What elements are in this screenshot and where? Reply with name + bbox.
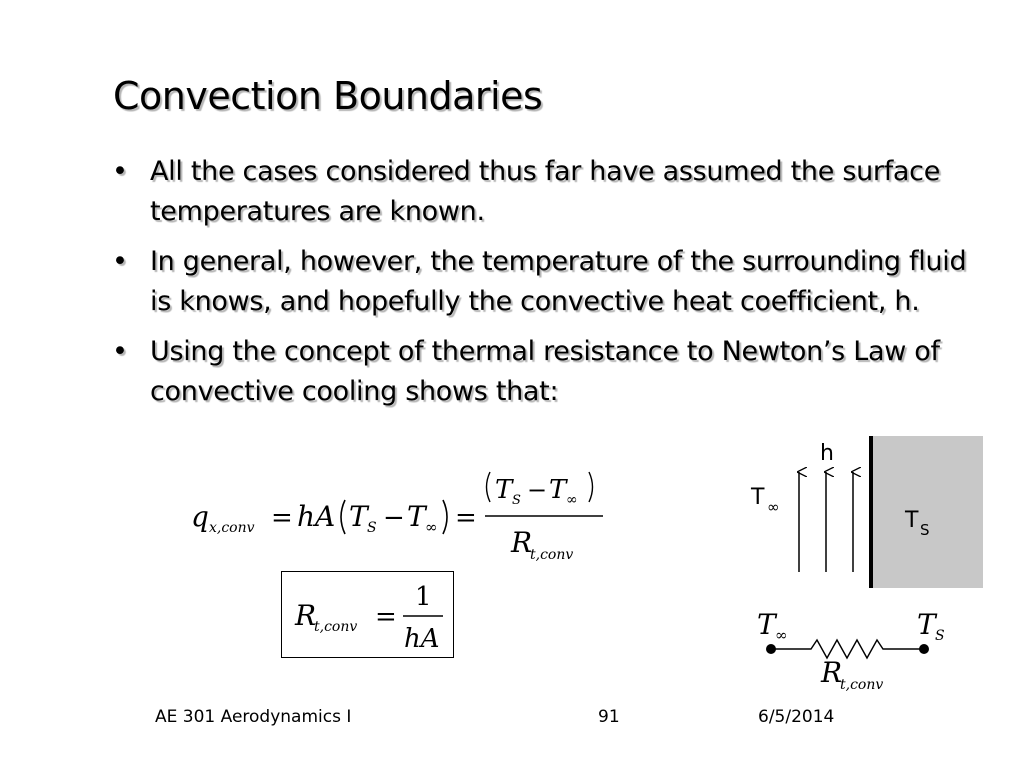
footer-page-number: 91: [598, 707, 620, 727]
eq1-left-paren: [341, 500, 345, 534]
eq1-minus: −: [383, 503, 405, 533]
eq1-sub-inf: ∞: [425, 518, 438, 536]
bullet-text: All the cases considered thus far have assumed the surface temperatures are known.: [150, 156, 941, 227]
eq1-equals-2: =: [455, 503, 477, 533]
eq1-q: q: [191, 500, 209, 533]
eq1-q-subscript: x,conv: [209, 520, 255, 536]
diagram-h-label: h: [820, 441, 834, 466]
eq1-num-sub-s: S: [512, 493, 521, 508]
circuit-r-subscript: t,conv: [840, 677, 884, 693]
diagram-ts-label: T: [905, 508, 919, 533]
circuit-ts-subscript: S: [935, 628, 945, 644]
eq1-sub-s: S: [367, 520, 377, 536]
bullet-item: [112, 152, 972, 232]
eq1-num-minus: −: [527, 476, 548, 504]
resistor-symbol: [771, 640, 924, 658]
convection-diagram: [745, 432, 985, 592]
bullet-dot: •: [112, 246, 128, 277]
eq1-R-subscript: t,conv: [530, 547, 574, 563]
bullet-text: In general, however, the temperature of the surrounding fluid is knows, and hopefully the convective heat coefficient, h.: [150, 246, 967, 317]
thermal-circuit: [745, 600, 965, 700]
eq1-equals: =: [271, 503, 293, 533]
bullet-item: [112, 332, 950, 412]
eq1-T-inf: T: [407, 500, 426, 533]
footer-course: AE 301 Aerodynamics I: [155, 707, 352, 727]
circuit-r: R: [821, 656, 843, 689]
eq1-num-left-paren: [487, 472, 491, 502]
eq2-R: R: [295, 599, 317, 632]
eq1-num-sub-inf: ∞: [566, 492, 578, 508]
diagram-ts-subscript: S: [920, 521, 930, 539]
eq2-equals: =: [375, 602, 397, 632]
footer-date: 6/5/2014: [758, 707, 835, 727]
bullet-item: [112, 242, 972, 322]
bullet-dot: •: [112, 156, 128, 187]
circuit-t-inf-subscript: ∞: [775, 626, 788, 644]
diagram-t-inf-label: T: [751, 485, 765, 510]
eq2-numerator: 1: [415, 582, 432, 612]
eq1-R: R: [511, 526, 533, 559]
eq1-right-paren: [443, 500, 447, 534]
circuit-t-inf: T: [757, 608, 776, 641]
equation-newton-cooling: [185, 462, 625, 572]
bullet-dot: •: [112, 336, 128, 367]
eq1-T-s: T: [349, 500, 368, 533]
diagram-t-inf-subscript: ∞: [767, 498, 780, 516]
bullet-list: [112, 152, 972, 422]
eq2-R-subscript: t,conv: [314, 619, 358, 635]
equation-resistance-box: [281, 571, 455, 659]
eq1-num-right-paren: [589, 472, 593, 502]
eq1-num-T-s: T: [495, 475, 513, 505]
eq1-num-T-inf: T: [549, 475, 567, 505]
eq2-denominator: hA: [404, 624, 440, 654]
slide-title: Convection Boundaries: [113, 74, 543, 118]
bullet-text: Using the concept of thermal resistance to Newton’s Law of convective cooling shows that:: [150, 336, 940, 407]
wall-surface: [871, 436, 983, 588]
circuit-ts: T: [917, 608, 936, 641]
eq1-hA: hA: [297, 500, 336, 533]
